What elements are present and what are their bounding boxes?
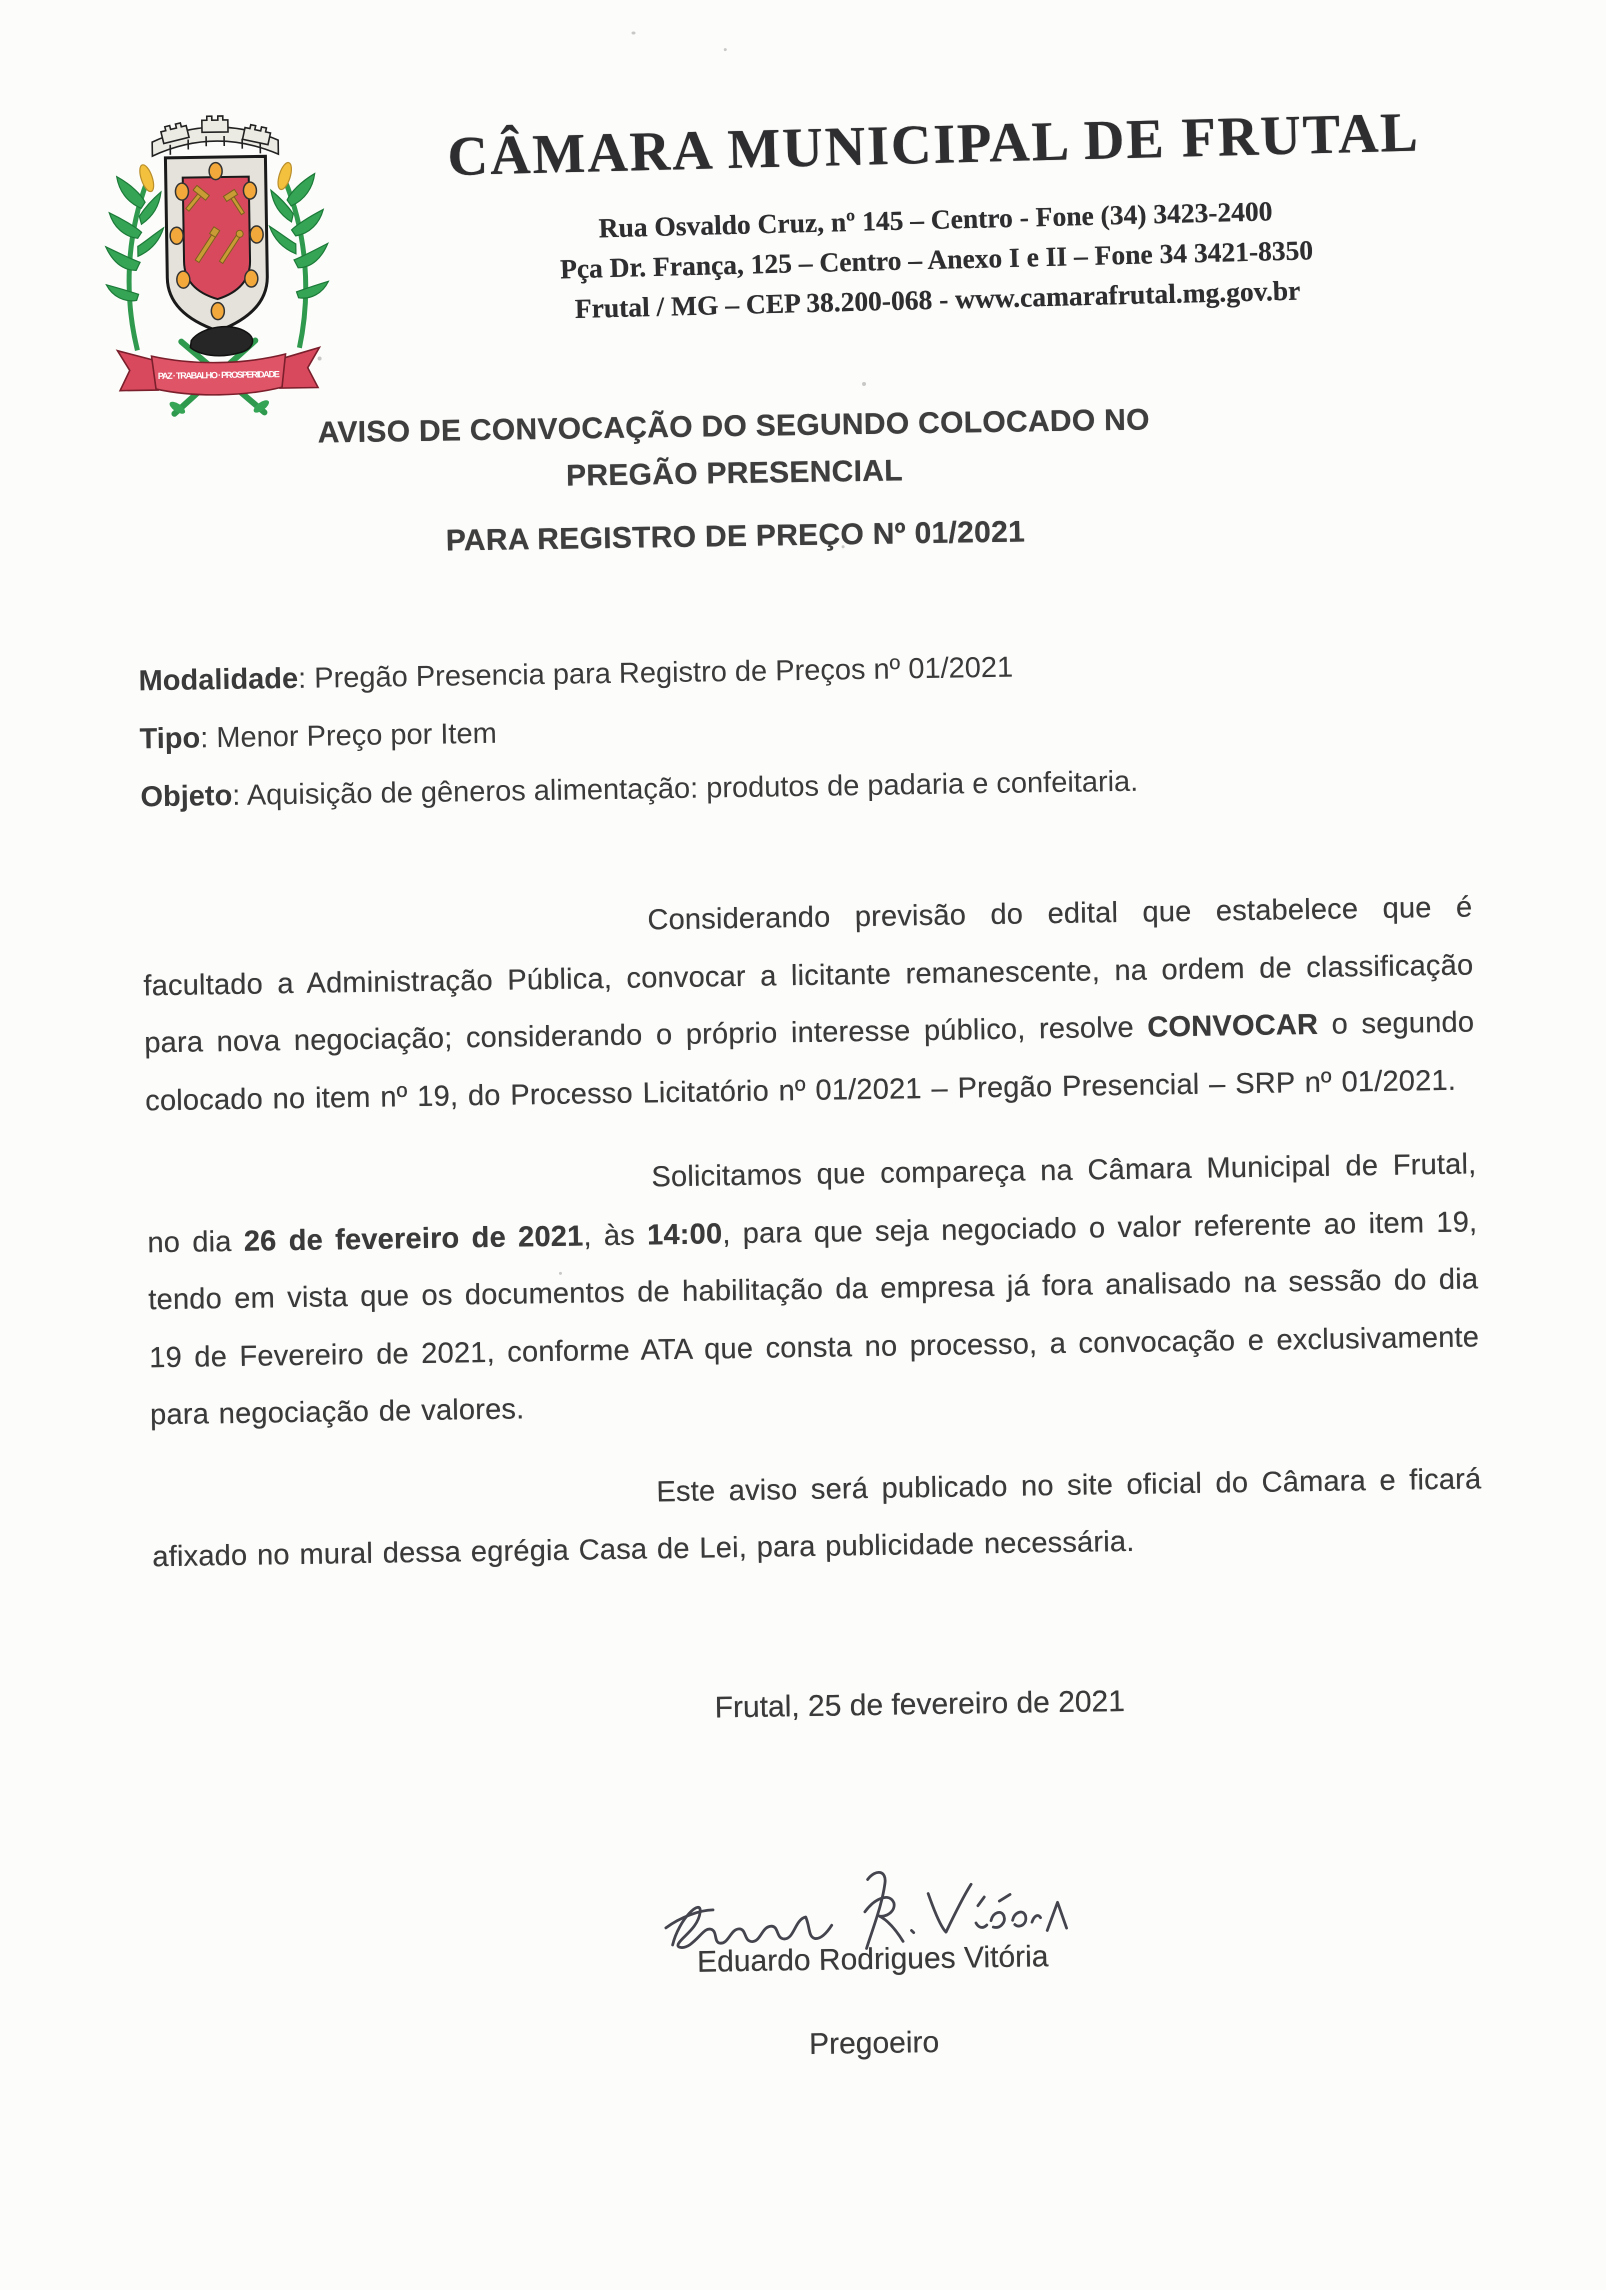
signer-name: Eduardo Rodrigues Vitória xyxy=(696,1940,1049,1979)
date-line: Frutal, 25 de fevereiro de 2021 xyxy=(714,1685,1126,1725)
procurement-meta xyxy=(138,631,1471,826)
meta-label: Modalidade xyxy=(138,662,299,698)
paragraph-text: , às xyxy=(583,1218,648,1252)
cornucopia xyxy=(190,326,253,356)
body-text xyxy=(142,879,1483,1586)
municipal-coat-of-arms-icon xyxy=(99,95,334,419)
paragraph-1 xyxy=(142,879,1475,1130)
scan-speck xyxy=(318,356,322,360)
meta-value: : Pregão Presencia para Registro de Preços nº 01/2021 xyxy=(297,651,1014,695)
crest-motto: PAZ · TRABALHO · PROSPERIDADE xyxy=(157,369,280,382)
scan-speck xyxy=(559,1272,562,1275)
org-addresses xyxy=(365,185,1508,334)
right-corn-stalk xyxy=(268,160,329,348)
address-line-2: Pça Dr. França, 125 – Centro – Anexo I e II – Fone 34 3421-8350 xyxy=(559,234,1314,285)
left-corn-stalk xyxy=(105,163,166,351)
document-title-line1: AVISO DE CONVOCAÇÃO DO SEGUNDO COLOCADO NO PREGÃO PRESENCIAL xyxy=(317,403,1150,493)
scan-speck xyxy=(631,31,635,34)
paragraph-text: Este aviso será publicado no site oficial do Câmara e ficará afixado no mural dessa egrégia Casa de Lei, para publicidade necessária. xyxy=(152,1462,1482,1574)
meta-label: Objeto xyxy=(140,779,233,814)
document-title-line2: PARA REGISTRO DE PREÇO Nº 01/2021 xyxy=(445,515,1026,558)
mural-crown xyxy=(152,115,279,156)
scan-speck xyxy=(724,48,727,51)
paragraph-bold-text: CONVOCAR xyxy=(1147,1008,1319,1044)
meta-value: : Menor Preço por Item xyxy=(199,717,498,755)
masthead xyxy=(363,95,1508,334)
scan-speck xyxy=(862,382,866,386)
paragraph-text: , para que seja negociado o valor referente ao item 19, tendo em vista que os documentos de habilitação da empresa já fora analisado na sessão do dia 19 de Fevereiro de 2021, conforme ATA que consta no processo, a convocação e exclusivamente para negociação de valores. xyxy=(148,1205,1480,1432)
signer-role: Pregoeiro xyxy=(808,2025,940,2062)
paragraph-text: Considerando previsão do edital que estabelece que é facultado a Administração Pública, convocar a licitante remanescente, na ordem de classificação para nova negociação; considerando o próprio interesse público, resolve xyxy=(143,891,1474,1060)
paragraph-3 xyxy=(151,1451,1483,1587)
paragraph-2 xyxy=(146,1136,1480,1444)
meta-label: Tipo xyxy=(139,722,201,756)
shield xyxy=(165,156,268,332)
meta-value: : Aquisição de gêneros alimentação: produtos de padaria e confeitaria. xyxy=(232,765,1139,812)
paragraph-bold-text: 26 de fevereiro de 2021 xyxy=(243,1219,584,1258)
address-line-3: Frutal / MG – CEP 38.200-068 - www.camarafrutal.mg.gov.br xyxy=(574,274,1301,324)
paragraph-bold-text: 14:00 xyxy=(646,1217,723,1251)
paragraph-text: o segundo colocado no item nº 19, do Processo Licitatório nº 01/2021 – Pregão Presencial – SRP nº 01/2021. xyxy=(144,1006,1475,1117)
address-line-1: Rua Osvaldo Cruz, nº 145 – Centro - Fone (34) 3423-2400 xyxy=(598,195,1273,244)
scan-speck xyxy=(842,545,845,548)
org-name: CÂMARA MUNICIPAL DE FRUTAL xyxy=(446,101,1421,189)
paragraph-text: Solicitamos que compareça na Câmara Municipal de Frutal, no dia xyxy=(147,1148,1477,1259)
document-title-block xyxy=(128,393,1340,569)
